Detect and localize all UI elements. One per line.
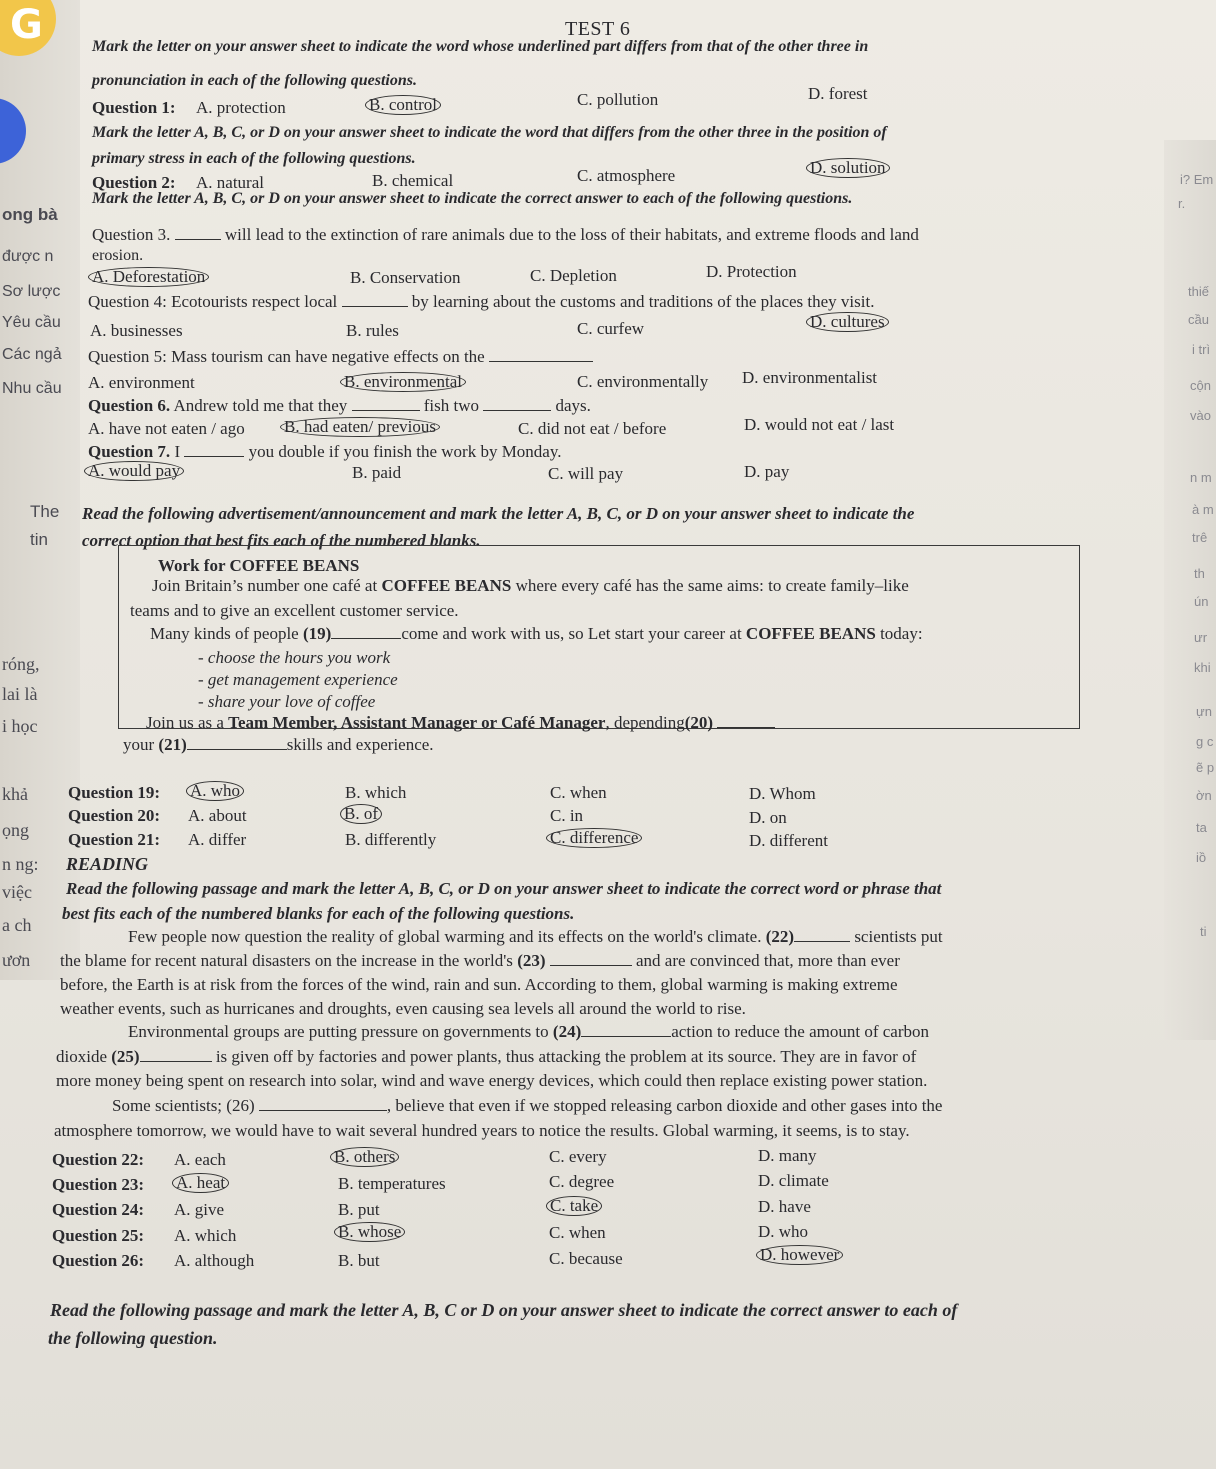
ad-line xyxy=(152,576,909,596)
margin-text-left: a ch xyxy=(2,915,32,935)
ad-text-bold: COFFEE BEANS xyxy=(381,576,512,595)
option-d-circled xyxy=(806,312,889,332)
option-d: D. environmentalist xyxy=(742,368,878,387)
final-instruction: Read the following passage and mark the letter A, B, C or D on your answer sheet to indicate the correct answer to each of xyxy=(50,1300,958,1320)
answer-circle: A. Deforestation xyxy=(88,267,209,287)
question-6 xyxy=(88,396,591,416)
margin-text-left: tin xyxy=(30,530,48,549)
reading-instruction: Read the following passage and mark the letter A, B, C, or D on your answer sheet to indicate the correct word or phrase that xyxy=(66,879,942,898)
final-instruction: the following question. xyxy=(48,1328,218,1348)
option-b-circled xyxy=(330,1147,399,1167)
passage-line xyxy=(128,927,943,947)
option-d: D. climate xyxy=(758,1171,829,1190)
question-label: Question 7. xyxy=(88,442,171,461)
margin-text-right: cầu xyxy=(1188,312,1209,327)
ad-bullet: - get management experience xyxy=(198,670,398,689)
right-page-edge xyxy=(1164,140,1216,1040)
answer-circle: B. had eaten/ previous xyxy=(280,417,440,437)
option-a-circled xyxy=(172,1173,229,1193)
option-a: A. give xyxy=(174,1200,225,1219)
passage-text: Some scientists; (26) xyxy=(112,1096,259,1115)
passage-text: dioxide xyxy=(56,1047,112,1066)
margin-text-right: i? Em xyxy=(1180,172,1214,187)
ad-text: where every café has the same aims: to create family–like xyxy=(511,576,909,595)
option-d: D. on xyxy=(749,808,787,827)
option-b: B. which xyxy=(345,783,407,802)
ad-instruction: correct option that best fits each of the numbered blanks. xyxy=(82,531,481,550)
answer-circle: C. difference xyxy=(546,828,642,848)
passage-text: is given off by factories and power plants, thus attacking the problem at its source. They are in favor of xyxy=(211,1047,917,1066)
option-a: A. businesses xyxy=(90,321,183,340)
pron-instruction: Mark the letter on your answer sheet to indicate the word whose underlined part differs from that of the other three in xyxy=(92,38,869,55)
passage-line xyxy=(128,1022,929,1042)
question-text: by learning about the customs and traditions of the places they visit. xyxy=(411,292,875,311)
margin-text-left: Yêu cầu xyxy=(2,314,61,331)
passage-text: Environmental groups are putting pressure on governments to xyxy=(128,1022,553,1041)
question-label: Question 19: xyxy=(68,783,161,802)
ad-heading: Work for COFFEE BEANS xyxy=(158,556,360,575)
answer-circle: A. heat xyxy=(172,1173,229,1193)
option-c: C. curfew xyxy=(577,319,645,338)
passage-line: weather events, such as hurricanes and droughts, even causing sea levels all around the world to rise. xyxy=(60,999,746,1018)
ad-instruction: Read the following advertisement/announcement and mark the letter A, B, C, or D on your answer sheet to indicate the xyxy=(82,504,915,523)
margin-text-left: Các ngả xyxy=(2,346,62,363)
option-a: A. which xyxy=(174,1226,237,1245)
margin-text-right: cộn xyxy=(1190,378,1211,393)
option-d: D. who xyxy=(758,1222,809,1241)
option-d-circled xyxy=(756,1245,843,1265)
passage-text: and are convinced that, more than ever xyxy=(631,951,900,970)
option-a: A. environment xyxy=(88,373,195,392)
ad-line: teams and to give an excellent customer service. xyxy=(130,601,459,620)
passage-line xyxy=(60,951,900,971)
answer-circle: A. would pay xyxy=(84,461,184,481)
option-c: C. pollution xyxy=(577,90,659,109)
margin-text-left: Sơ lược xyxy=(2,283,61,300)
margin-text-left: The xyxy=(30,502,60,521)
question-label: Question 2: xyxy=(92,173,176,192)
answer-blank xyxy=(331,638,401,639)
question-label: Question 25: xyxy=(52,1226,145,1245)
ad-line xyxy=(150,624,923,644)
blank-number: (20) xyxy=(684,713,714,732)
ad-text: Join us as a xyxy=(146,713,229,732)
question-label: Question 24: xyxy=(52,1200,145,1219)
passage-text: action to reduce the amount of carbon xyxy=(671,1022,929,1041)
margin-text-right: ta xyxy=(1196,820,1207,835)
ad-bullet: - choose the hours you work xyxy=(198,648,391,667)
option-a-circled xyxy=(84,461,184,481)
option-a: A. have not eaten / ago xyxy=(88,419,245,438)
option-a: A. each xyxy=(174,1150,226,1169)
page-title: TEST 6 xyxy=(565,18,631,40)
option-c: C. every xyxy=(549,1147,607,1166)
margin-text-right: iồ xyxy=(1196,850,1207,865)
pron-instruction: pronunciation in each of the following questions. xyxy=(92,72,417,89)
ad-text-bold: COFFEE BEANS xyxy=(745,624,876,643)
margin-text-right: ưr xyxy=(1194,630,1208,645)
option-c: C. did not eat / before xyxy=(518,419,667,438)
answer-circle: D. cultures xyxy=(806,312,889,332)
option-d: D. Whom xyxy=(749,784,816,803)
option-d: D. pay xyxy=(744,462,790,481)
option-b: B. chemical xyxy=(372,171,454,190)
option-a: A. although xyxy=(174,1251,255,1270)
margin-text-left: ọng xyxy=(2,820,29,840)
question-text: you double if you finish the work by Monday. xyxy=(248,442,562,461)
passage-line xyxy=(112,1096,942,1116)
passage-line: before, the Earth is at risk from the forces of the wind, rain and sun. According to them, global warming is making extreme xyxy=(60,975,898,994)
option-b-circled xyxy=(365,95,441,115)
option-d-circled xyxy=(806,158,890,178)
passage-text: the blame for recent natural disasters on the increase in the world's xyxy=(60,951,518,970)
ad-text: today: xyxy=(875,624,923,643)
margin-text-left: việc xyxy=(2,882,32,902)
answer-circle: B. others xyxy=(330,1147,399,1167)
question-7 xyxy=(88,442,562,462)
answer-blank xyxy=(794,941,850,942)
option-a: A. about xyxy=(188,806,247,825)
ad-text: skills and experience. xyxy=(286,735,434,754)
margin-text-right: th xyxy=(1194,566,1205,581)
question-label: Question 22: xyxy=(52,1150,145,1169)
option-b-circled xyxy=(340,804,382,824)
option-c: C. degree xyxy=(549,1172,615,1191)
margin-text-right: n m xyxy=(1190,470,1212,485)
margin-text-right: trê xyxy=(1192,530,1208,545)
option-c: C. in xyxy=(550,806,584,825)
margin-text-right: r. xyxy=(1178,196,1186,211)
blank-number: (21) xyxy=(158,735,187,754)
ad-text: your xyxy=(123,735,159,754)
answer-circle: B. environmental xyxy=(340,372,466,392)
section-heading: READING xyxy=(66,854,149,874)
margin-text-left: khả xyxy=(2,784,28,804)
margin-text-right: i trì xyxy=(1192,342,1211,357)
passage-line xyxy=(56,1047,916,1067)
answer-blank xyxy=(342,306,408,307)
option-b-circled xyxy=(334,1222,405,1242)
question-label: Question 26: xyxy=(52,1251,145,1270)
answer-blank xyxy=(717,727,775,728)
option-b: B. differently xyxy=(345,830,437,849)
option-c: C. will pay xyxy=(548,464,624,483)
ad-bullet: - share your love of coffee xyxy=(198,692,376,711)
option-a-circled xyxy=(88,267,209,287)
ad-text-bold: Team Member, Assistant Manager or Café Manager xyxy=(228,713,606,732)
answer-blank xyxy=(175,239,221,240)
answer-blank xyxy=(352,410,420,411)
stress-instruction: Mark the letter A, B, C, or D on your answer sheet to indicate the word that differs from the other three in the position of xyxy=(92,124,887,141)
margin-text-right: ựn xyxy=(1196,704,1212,719)
option-d: D. forest xyxy=(808,84,868,103)
question-text: fish two xyxy=(423,396,479,415)
blank-number: (22) xyxy=(765,927,795,946)
option-d: D. many xyxy=(758,1146,817,1165)
option-a: A. differ xyxy=(188,830,247,849)
answer-circle: B. whose xyxy=(334,1222,405,1242)
ad-text: Join Britain’s number one café at xyxy=(152,576,382,595)
option-b: B. paid xyxy=(352,463,402,482)
option-d: D. would not eat / last xyxy=(744,415,895,434)
margin-text-right: ờn xyxy=(1196,788,1212,803)
question-label: Question 6. xyxy=(88,396,171,415)
option-b: B. Conservation xyxy=(350,268,461,287)
option-b-circled xyxy=(340,372,466,392)
margin-text-left: lai là xyxy=(2,684,38,704)
ad-text: Many kinds of people xyxy=(150,624,303,643)
answer-circle: C. take xyxy=(546,1196,602,1216)
margin-text-left: Nhu cầu xyxy=(2,380,62,397)
option-c: C. Depletion xyxy=(530,266,617,285)
margin-text-right: ẽ p xyxy=(1196,760,1215,775)
ad-text: come and work with us, so Let start your career at xyxy=(401,624,746,643)
answer-blank xyxy=(489,361,593,362)
passage-line: atmosphere tomorrow, we would have to wait several hundred years to notice the results. Global warming, it seems, is to stay. xyxy=(54,1121,910,1140)
blank-number: (23) xyxy=(517,951,546,970)
answer-circle: D. however xyxy=(756,1245,843,1265)
margin-text-right: thiế xyxy=(1188,284,1209,299)
passage-text: , believe that even if we stopped releasing carbon dioxide and other gases into the xyxy=(386,1096,943,1115)
answer-circle: D. solution xyxy=(806,158,890,178)
blank-number: (19) xyxy=(302,624,332,643)
option-a: A. protection xyxy=(196,98,286,117)
answer-blank xyxy=(581,1036,671,1037)
option-a: A. natural xyxy=(196,173,264,192)
ad-text: , depending xyxy=(605,713,685,732)
answer-blank xyxy=(259,1110,387,1111)
question-4 xyxy=(88,292,874,312)
option-b: B. rules xyxy=(346,321,399,340)
option-d: D. have xyxy=(758,1197,811,1216)
question-label: Question 20: xyxy=(68,806,161,825)
ad-line xyxy=(146,713,775,733)
option-d: D. different xyxy=(749,831,828,850)
question-text: erosion. xyxy=(92,247,144,264)
option-c: C. when xyxy=(550,783,607,802)
margin-text-left: n ng: xyxy=(2,854,39,874)
passage-line: more money being spent on research into solar, wind and wave energy devices, which could then replace existing power station. xyxy=(56,1071,928,1090)
stress-instruction: primary stress in each of the following questions. xyxy=(92,150,416,167)
margin-text-left: được n xyxy=(2,248,54,265)
option-c-circled xyxy=(546,1196,602,1216)
question-3 xyxy=(92,225,919,245)
option-c-circled xyxy=(546,828,642,848)
option-b: B. temperatures xyxy=(338,1174,446,1193)
option-c: C. atmosphere xyxy=(577,166,676,185)
question-label: Question 3. xyxy=(92,225,171,244)
question-text: Andrew told me that they xyxy=(173,396,348,415)
margin-text-right: ún xyxy=(1194,594,1209,609)
option-b: B. but xyxy=(338,1251,380,1270)
answer-circle: B. control xyxy=(365,95,441,115)
answer-blank xyxy=(140,1061,212,1062)
question-text: days. xyxy=(555,396,591,415)
reading-instruction: best fits each of the numbered blanks for each of the following questions. xyxy=(62,904,575,923)
grammar-instruction: Mark the letter A, B, C, or D on your answer sheet to indicate the correct answer to each of the following questions. xyxy=(92,190,853,207)
answer-blank xyxy=(550,965,632,966)
ad-line xyxy=(123,735,434,755)
blank-number: (25) xyxy=(111,1047,140,1066)
answer-circle: A. who xyxy=(186,781,244,801)
passage-text: Few people now question the reality of global warming and its effects on the world's climate. xyxy=(128,927,766,946)
option-c: C. environmentally xyxy=(577,372,709,391)
question-label: Question 1: xyxy=(92,98,176,117)
question-text: Question 5: Mass tourism can have negative effects on the xyxy=(88,347,485,366)
margin-text-right: g c xyxy=(1196,734,1214,749)
option-c: C. because xyxy=(549,1249,623,1268)
question-text: Question 4: Ecotourists respect local xyxy=(88,292,338,311)
margin-text-left: ong bà xyxy=(2,205,58,224)
answer-blank xyxy=(483,410,551,411)
margin-text-left: róng, xyxy=(2,654,40,674)
question-text: I xyxy=(174,442,181,461)
margin-text-left: ươn xyxy=(2,950,31,970)
margin-text-right: khi xyxy=(1194,660,1211,675)
option-b: B. put xyxy=(338,1200,380,1219)
margin-text-right: ti xyxy=(1200,924,1207,939)
margin-text-left: i học xyxy=(2,716,38,736)
margin-text-right: vào xyxy=(1190,408,1211,423)
logo-letter: G xyxy=(10,2,43,48)
option-d: D. Protection xyxy=(706,262,797,281)
question-5 xyxy=(88,347,593,367)
option-a-circled xyxy=(186,781,244,801)
passage-text: scientists put xyxy=(850,927,943,946)
question-label: Question 21: xyxy=(68,830,161,849)
blank-number: (24) xyxy=(552,1022,582,1041)
option-c: C. when xyxy=(549,1223,606,1242)
question-label: Question 23: xyxy=(52,1175,145,1194)
margin-text-right: à m xyxy=(1192,502,1214,517)
answer-blank xyxy=(187,749,287,750)
question-text: will lead to the extinction of rare animals due to the loss of their habitats, and extreme floods and land xyxy=(224,225,919,244)
answer-blank xyxy=(184,456,244,457)
answer-circle: B. of xyxy=(340,804,382,824)
option-b-circled xyxy=(280,417,440,437)
